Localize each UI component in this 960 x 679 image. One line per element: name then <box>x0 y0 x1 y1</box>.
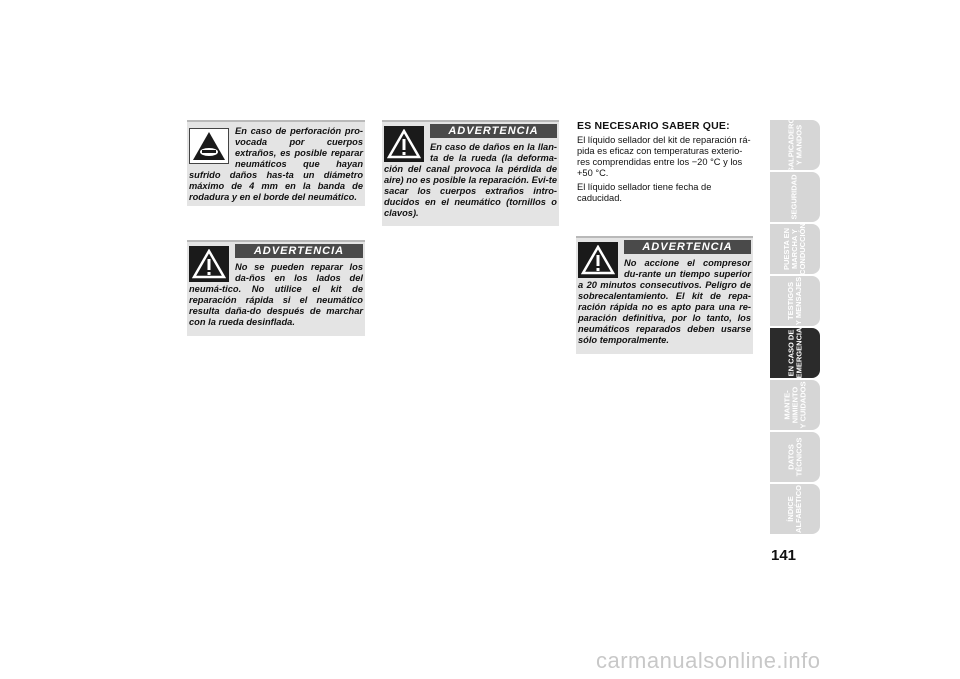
tab-puesta-en-marcha[interactable] <box>770 224 820 274</box>
tab-label: ÍNDICE ALFABÉTICO <box>785 485 803 533</box>
note-box <box>187 120 365 206</box>
tab-label: DATOS TÉCNICOS <box>785 437 803 477</box>
warning-triangle-icon <box>578 242 618 278</box>
box-rule <box>382 120 559 122</box>
warning-box-3 <box>576 236 753 354</box>
tab-indice[interactable] <box>770 484 820 534</box>
tab-label: TESTIGOS Y MENSAJES <box>786 276 803 326</box>
warning-triangle-icon <box>189 246 229 282</box>
warning-title: ADVERTENCIA <box>235 244 363 258</box>
warning-text: No accione el compresor du-rante un tiempo superior a 20 minutos consecutivos. Peligro de sobrecalentamiento. El kit de repa-ración rápida no es apto para una re-paración definitiva, por lo tanto, los neumáticos reparados deben usarse sólo temporalmente. <box>578 258 751 345</box>
tab-label: SEGURIDAD <box>789 174 799 220</box>
box-rule <box>187 240 365 242</box>
tab-emergencia[interactable] <box>770 328 820 378</box>
warning-text: En caso de daños en la llan-ta de la rueda (la deforma-ción del canal provoca la pérdida de aire) no es posible la reparación. Evi-te sacar los cuerpos extraños intro-ducidos en el neumático (tornillos o clavos). <box>384 142 557 218</box>
box-rule <box>187 120 365 122</box>
tab-label: PUESTA EN MARCHA Y CONDUCCIÓN <box>782 223 808 275</box>
box-rule <box>576 236 753 238</box>
warning-box-1 <box>187 240 365 336</box>
tab-mantenimiento[interactable] <box>770 380 820 430</box>
tab-testigos[interactable] <box>770 276 820 326</box>
warning-title: ADVERTENCIA <box>430 124 557 138</box>
section-heading: ES NECESARIO SABER QUE: <box>577 120 730 132</box>
tab-label: EN CASO DE EMERGENCIA <box>786 327 803 379</box>
note-text: En caso de perforación pro-vocada por cuerpos extraños, es posible reparar neumáticos que hayan sufrido daños has-ta un diámetro máximo de 4 mm en la banda de rodadura y en el borde del neumático. <box>189 126 363 202</box>
warning-triangle-icon <box>384 126 424 162</box>
info-paragraph-1: El líquido sellador del kit de reparación rá-pida es eficaz con temperaturas exterio-res comprendidas entre los −20 °C y los +50 °C. <box>577 135 751 178</box>
tab-datos-tecnicos[interactable] <box>770 432 820 482</box>
tab-label: MANTE- NIMIENTO Y CUIDADOS <box>781 381 807 429</box>
tire-note-icon <box>189 128 229 164</box>
tab-salpicadero[interactable] <box>770 117 820 173</box>
watermark: carmanualsonline.info <box>596 648 821 673</box>
tab-seguridad[interactable] <box>770 172 820 222</box>
warning-title: ADVERTENCIA <box>624 240 751 254</box>
info-paragraph-2: El líquido sellador tiene fecha de caducidad. <box>577 182 712 203</box>
chapter-tabs <box>770 117 820 536</box>
warning-text: No se pueden reparar los da-ños en los lados del neumá-tico. No utilice el kit de reparación rápida si el neumático resulta daña-do después de marchar con la rueda desinflada. <box>189 262 363 327</box>
info-section <box>577 120 753 207</box>
tab-label: SALPICADERO Y MANDOS <box>786 117 803 173</box>
page-number: 141 <box>771 547 797 564</box>
warning-box-2 <box>382 120 559 226</box>
